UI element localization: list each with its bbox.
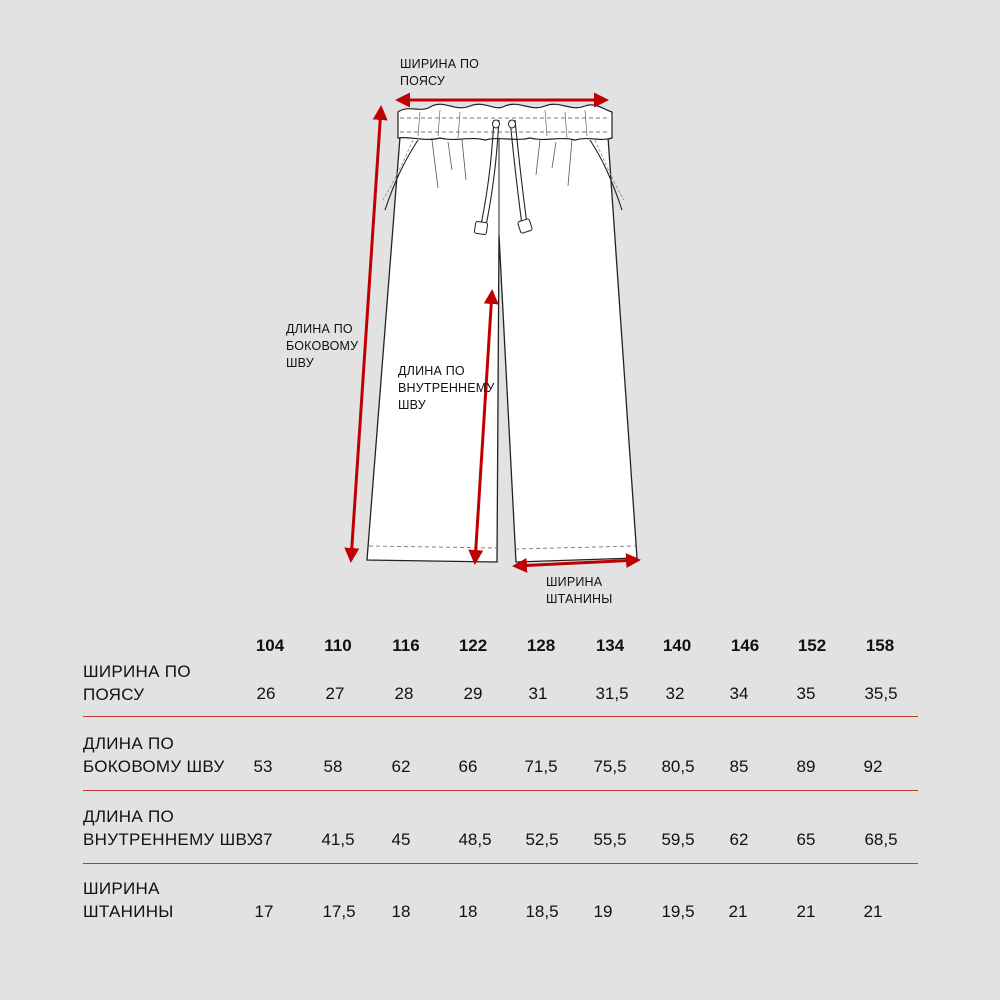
table-cell: 58 xyxy=(323,757,343,776)
table-cell: 37 xyxy=(253,830,273,849)
table-cell: 53 xyxy=(253,757,273,776)
table-cell: 85 xyxy=(729,757,749,776)
table-cell: 32 xyxy=(665,684,685,703)
table-cell: 17 xyxy=(254,902,274,921)
table-cell: 66 xyxy=(458,757,478,776)
inseam-label: ДЛИНА ПО ВНУТРЕННЕМУ ШВУ xyxy=(398,364,495,412)
size-header: 134 xyxy=(595,636,625,655)
waistband xyxy=(398,104,612,140)
table-cell: 80,5 xyxy=(661,757,695,776)
size-header: 110 xyxy=(324,636,352,655)
table-cell: 34 xyxy=(729,684,749,703)
table-cell: 29 xyxy=(463,684,483,703)
size-header: 158 xyxy=(865,636,895,655)
row-label-leg-width: ШИРИНА ШТАНИНЫ xyxy=(83,879,174,921)
size-header: 122 xyxy=(458,636,488,655)
size-header: 116 xyxy=(392,636,420,655)
table-cell: 31 xyxy=(528,684,548,703)
table-cell: 89 xyxy=(796,757,816,776)
table-cell: 21 xyxy=(796,902,816,921)
table-cell: 59,5 xyxy=(661,830,695,849)
table-cell: 55,5 xyxy=(593,830,627,849)
size-header: 104 xyxy=(255,636,285,655)
table-cell: 62 xyxy=(729,830,749,849)
table-cell: 18 xyxy=(391,902,411,921)
table-cell: 68,5 xyxy=(864,830,898,849)
table-cell: 45 xyxy=(391,830,411,849)
table-cell: 21 xyxy=(728,902,748,921)
size-header: 146 xyxy=(730,636,760,655)
row-label-waist-width: ШИРИНА ПО ПОЯСУ xyxy=(83,662,191,704)
table-cell: 75,5 xyxy=(593,757,627,776)
table-cell: 65 xyxy=(796,830,816,849)
table-cell: 21 xyxy=(863,902,883,921)
table-cell: 18,5 xyxy=(525,902,559,921)
table-cell: 19 xyxy=(593,902,613,921)
table-cell: 27 xyxy=(325,684,345,703)
pants-outline xyxy=(367,137,637,562)
table-cell: 48,5 xyxy=(458,830,492,849)
table-cell: 18 xyxy=(458,902,478,921)
table-cell: 41,5 xyxy=(321,830,355,849)
table-cell: 62 xyxy=(391,757,411,776)
size-header: 128 xyxy=(526,636,556,655)
table-cell: 52,5 xyxy=(525,830,559,849)
table-cell: 35,5 xyxy=(864,684,898,703)
table-cell: 71,5 xyxy=(524,757,558,776)
size-header: 152 xyxy=(797,636,827,655)
table-cell: 26 xyxy=(256,684,276,703)
waist-width-label: ШИРИНА ПО ПОЯСУ xyxy=(400,57,480,88)
side-seam-label: ДЛИНА ПО БОКОВОМУ ШВУ xyxy=(286,322,359,370)
row-divider xyxy=(83,863,918,864)
table-cell: 17,5 xyxy=(322,902,356,921)
table-cell: 35 xyxy=(796,684,816,703)
size-table xyxy=(0,620,1000,1000)
table-cell: 31,5 xyxy=(595,684,629,703)
leg-width-label: ШИРИНА ШТАНИНЫ xyxy=(546,575,613,606)
row-label-inseam: ДЛИНА ПО ВНУТРЕННЕМУ ШВУ xyxy=(83,807,258,849)
row-divider xyxy=(83,790,918,791)
table-cell: 92 xyxy=(863,757,883,776)
table-cell: 19,5 xyxy=(661,902,695,921)
size-header: 140 xyxy=(662,636,692,655)
row-label-side-seam: ДЛИНА ПО БОКОВОМУ ШВУ xyxy=(83,734,225,776)
table-cell: 28 xyxy=(394,684,414,703)
row-divider xyxy=(83,716,918,717)
